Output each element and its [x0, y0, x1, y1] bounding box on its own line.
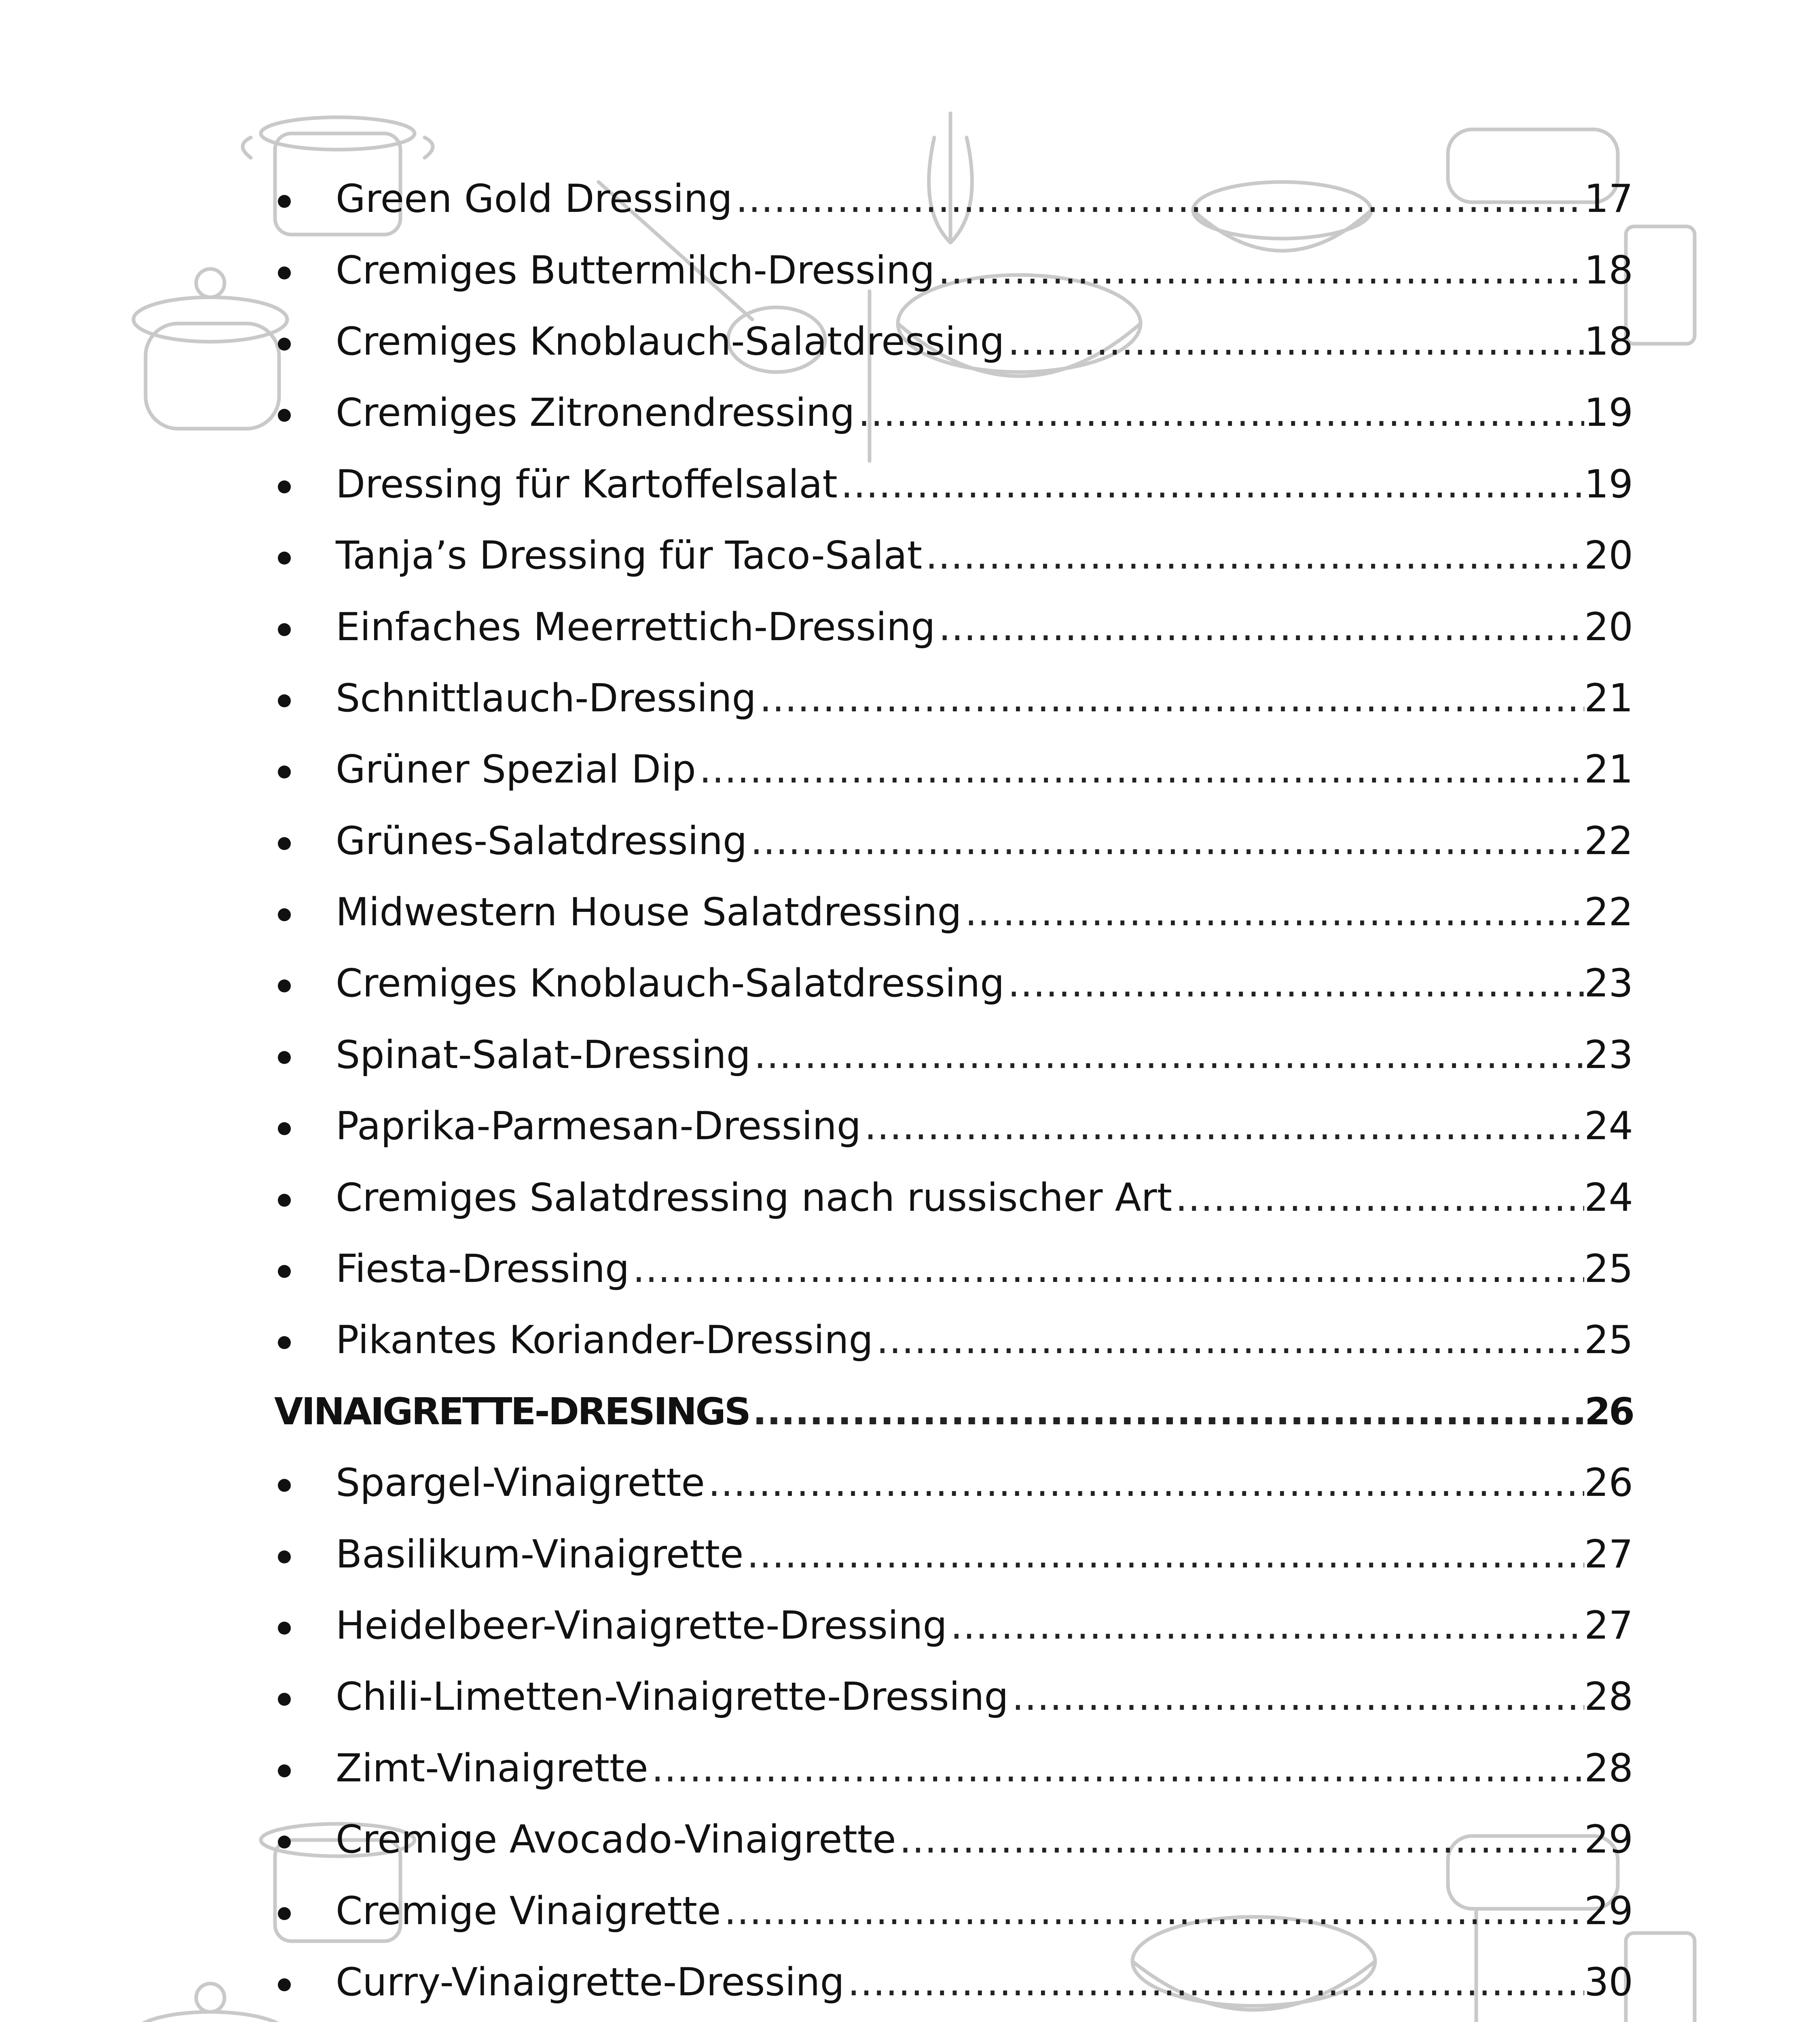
toc-entry-page: 21: [1584, 747, 1633, 792]
bullet-icon: [278, 1122, 291, 1135]
toc-entry-page: 30: [1584, 1960, 1633, 2005]
section-page: 26: [1584, 1390, 1633, 1434]
dot-leader: [705, 1461, 1584, 1505]
toc-entry-page: 24: [1584, 1104, 1633, 1149]
toc-entry-page: 23: [1584, 961, 1633, 1006]
dot-leader: [873, 1318, 1584, 1362]
toc-entry-page: 19: [1584, 462, 1633, 507]
toc-entry[interactable]: [274, 1661, 1633, 1732]
toc-entry-title: Curry-Vinaigrette-Dressing: [336, 1960, 844, 2005]
dot-leader: [922, 533, 1584, 578]
toc-entry-page: 25: [1584, 1318, 1633, 1363]
bullet-icon: [278, 1265, 291, 1278]
bullet-icon: [278, 266, 291, 279]
toc-entry-title: Cremige Avocado-Vinaigrette: [336, 1817, 896, 1862]
grater-icon-bottom: [1626, 1933, 1695, 2022]
bullet-icon: [278, 1622, 291, 1635]
toc-entry[interactable]: [274, 591, 1633, 662]
toc-entry-title: Grüner Spezial Dip: [336, 747, 696, 792]
table-of-contents: [274, 163, 1633, 2018]
toc-entry-title: Tanja’s Dressing für Taco-Salat: [336, 533, 923, 578]
bullet-icon: [278, 979, 291, 992]
toc-entry-title: Cremiges Knoblauch-Salatdressing: [336, 961, 1005, 1006]
bullet-icon: [278, 409, 291, 422]
lidded-pot-icon: [133, 269, 287, 429]
bullet-icon: [278, 623, 291, 636]
dot-leader: [756, 676, 1584, 721]
bullet-icon: [278, 1479, 291, 1492]
bullet-icon: [278, 908, 291, 921]
toc-entry-page: 21: [1584, 676, 1633, 721]
toc-entry-title: Dressing für Kartoffelsalat: [336, 462, 838, 507]
bullet-icon: [278, 1907, 291, 1920]
bullet-icon: [278, 552, 291, 565]
toc-entry[interactable]: [274, 377, 1633, 448]
bullet-icon: [278, 1836, 291, 1849]
toc-entry-page: 29: [1584, 1889, 1633, 1933]
toc-entry-title: Einfaches Meerrettich-Dressing: [336, 605, 935, 649]
toc-entry[interactable]: [274, 1162, 1633, 1233]
toc-entry-page: 20: [1584, 533, 1633, 578]
dot-leader: [749, 1390, 1585, 1433]
toc-entry-page: 27: [1584, 1603, 1633, 1648]
toc-entry-page: 24: [1584, 1175, 1633, 1220]
toc-entry-page: 18: [1584, 319, 1633, 364]
dot-leader: [743, 1532, 1584, 1577]
toc-entry-title: Pikantes Koriander-Dressing: [336, 1318, 873, 1363]
toc-entry[interactable]: [274, 1733, 1633, 1804]
toc-entry[interactable]: [274, 1447, 1633, 1519]
dot-leader: [947, 1603, 1584, 1648]
toc-entry[interactable]: [274, 1875, 1633, 1946]
toc-entry-page: 18: [1584, 248, 1633, 293]
bullet-icon: [278, 1550, 291, 1563]
toc-entry[interactable]: [274, 1091, 1633, 1162]
toc-entry-title: Cremiges Knoblauch-Salatdressing: [336, 319, 1005, 364]
toc-entry[interactable]: [274, 948, 1633, 1019]
toc-entry-page: 23: [1584, 1032, 1633, 1077]
bullet-icon: [278, 766, 291, 778]
toc-entry-title: Green Gold Dressing: [336, 177, 732, 222]
dot-leader: [648, 1746, 1584, 1791]
toc-entry-title: Cremiges Salatdressing nach russischer Art: [336, 1175, 1172, 1220]
toc-entry-page: 25: [1584, 1247, 1633, 1292]
dot-leader: [1009, 1675, 1584, 1719]
toc-entry[interactable]: [274, 1804, 1633, 1875]
dot-leader: [896, 1817, 1585, 1862]
toc-entry[interactable]: [274, 520, 1633, 591]
dot-leader: [1005, 961, 1585, 1006]
bullet-icon: [278, 1978, 291, 1991]
toc-entry-title: Fiesta-Dressing: [336, 1247, 630, 1292]
toc-entry[interactable]: [274, 1519, 1633, 1590]
toc-entry-title: Spinat-Salat-Dressing: [336, 1032, 751, 1077]
toc-entry-page: 22: [1584, 890, 1633, 935]
toc-entry[interactable]: [274, 1305, 1633, 1376]
toc-entry[interactable]: [274, 1233, 1633, 1305]
dot-leader: [861, 1104, 1584, 1148]
section-title: VINAIGRETTE-DRESINGS: [274, 1390, 750, 1434]
dot-leader: [751, 1033, 1584, 1077]
dot-leader: [1172, 1176, 1584, 1220]
toc-entry-page: 19: [1584, 391, 1633, 436]
bullet-icon: [278, 694, 291, 707]
dot-leader: [747, 819, 1584, 863]
toc-entry[interactable]: [274, 1590, 1633, 1661]
grater-icon: [1626, 226, 1695, 344]
dot-leader: [855, 391, 1584, 435]
dot-leader: [732, 177, 1584, 221]
dot-leader: [962, 890, 1584, 935]
toc-entry-title: Cremiges Buttermilch-Dressing: [336, 248, 935, 293]
dot-leader: [935, 605, 1584, 649]
toc-entry-page: 27: [1584, 1532, 1633, 1577]
toc-entry-page: 28: [1584, 1675, 1633, 1720]
bullet-icon: [278, 1051, 291, 1064]
toc-section-heading[interactable]: [274, 1376, 1633, 1447]
toc-entry-page: 28: [1584, 1746, 1633, 1791]
bullet-icon: [278, 1764, 291, 1777]
toc-entry-page: 17: [1584, 177, 1633, 222]
toc-entry[interactable]: [274, 1019, 1633, 1091]
toc-entry-page: 20: [1584, 605, 1633, 649]
toc-entry[interactable]: [274, 877, 1633, 948]
toc-entry[interactable]: [274, 235, 1633, 306]
toc-entry-title: Midwestern House Salatdressing: [336, 890, 962, 935]
bullet-icon: [278, 1194, 291, 1207]
lidded-pot-icon-bottom: [133, 1984, 287, 2022]
toc-entry-page: 22: [1584, 819, 1633, 863]
toc-entry-title: Cremiges Zitronendressing: [336, 391, 855, 436]
toc-entry[interactable]: [274, 806, 1633, 877]
dot-leader: [629, 1247, 1584, 1291]
toc-entry[interactable]: [274, 163, 1633, 235]
toc-entry-title: Grünes-Salatdressing: [336, 819, 747, 863]
toc-entry[interactable]: [274, 663, 1633, 734]
bullet-icon: [278, 1693, 291, 1706]
bullet-icon: [278, 837, 291, 850]
dot-leader: [721, 1889, 1584, 1933]
toc-entry[interactable]: [274, 734, 1633, 805]
toc-entry-title: Chili-Limetten-Vinaigrette-Dressing: [336, 1675, 1009, 1720]
dot-leader: [838, 462, 1584, 507]
dot-leader: [844, 1960, 1584, 2005]
toc-entry-title: Spargel-Vinaigrette: [336, 1461, 705, 1506]
bullet-icon: [278, 1336, 291, 1349]
bullet-icon: [278, 338, 291, 351]
bullet-icon: [278, 480, 291, 493]
toc-entry-page: 29: [1584, 1817, 1633, 1862]
toc-entry-title: Zimt-Vinaigrette: [336, 1746, 648, 1791]
toc-entry[interactable]: [274, 449, 1633, 520]
toc-entry-page: 26: [1584, 1461, 1633, 1506]
toc-entry-title: Basilikum-Vinaigrette: [336, 1532, 744, 1577]
toc-entry-title: Cremige Vinaigrette: [336, 1889, 721, 1933]
dot-leader: [935, 248, 1584, 293]
toc-entry[interactable]: [274, 1947, 1633, 2018]
dot-leader: [1005, 319, 1585, 364]
toc-entry-title: Paprika-Parmesan-Dressing: [336, 1104, 861, 1149]
toc-entry-title: Heidelbeer-Vinaigrette-Dressing: [336, 1603, 947, 1648]
bullet-icon: [278, 195, 291, 208]
toc-entry[interactable]: [274, 306, 1633, 377]
toc-entry-title: Schnittlauch-Dressing: [336, 676, 756, 721]
dot-leader: [696, 747, 1584, 792]
